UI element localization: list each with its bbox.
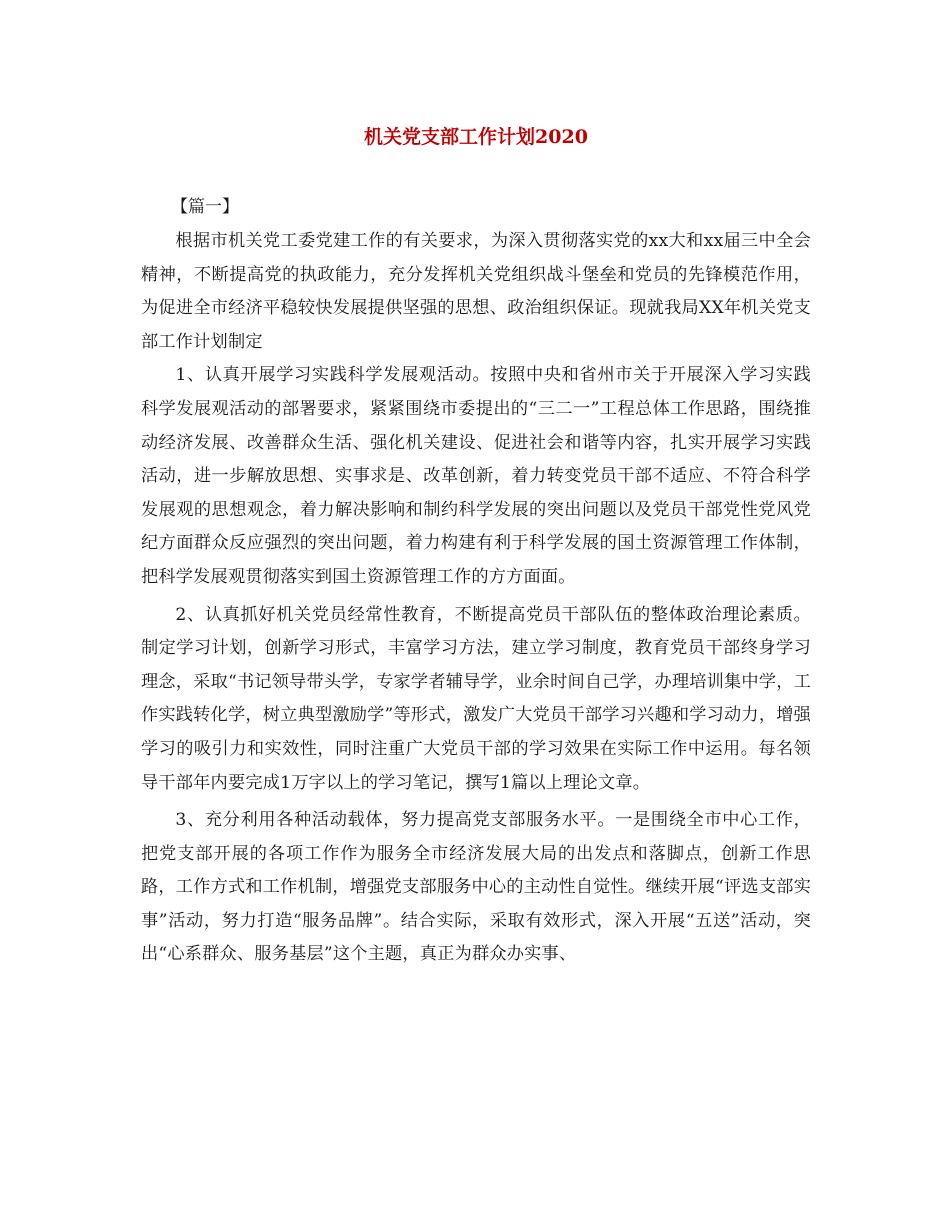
paragraph-item-3: 3、充分利用各种活动载体，努力提高党支部服务水平。一是围绕全市中心工作，把党支部开展的各项工作作为服务全市经济发展大局的出发点和落脚点，创新工作思路，工作方式和工作机制，增强党支部服务中心的主动性自觉性。继续开展“评选支部实事”活动，努力打造“服务品牌”。结合实际，采取有效形式，深入开展“五送”活动，突出“心系群众、服务基层”这个主题，真正为群众办实事、: [141, 810, 811, 965]
paragraph-intro: 根据市机关党工委党建工作的有关要求，为深入贯彻落实党的xx大和xx届三中全会精神，不断提高党的执政能力，充分发挥机关党组织战斗堡垒和党员的先锋模范作用，为促进全市经济平稳较快发展提供坚强的思想、政治组织保证。现就我局XX年机关党支部工作计划制定: [141, 231, 811, 352]
paragraph-item-1: 1、认真开展学习实践科学发展观活动。按照中央和省州市关于开展深入学习实践科学发展观活动的部署要求，紧紧围绕市委提出的“三二一”工程总体工作思路，围绕推动经济发展、改善群众生活、强化机关建设、促进社会和谐等内容，扎实开展学习实践活动，进一步解放思想、实事求是、改革创新，着力转变党员干部不适应、不符合科学发展观的思想观念，着力解决影响和制约科学发展的突出问题以及党员干部党性党风党纪方面群众反应强烈的突出问题，着力构建有利于科学发展的国土资源管理工作体制，把科学发展观贯彻落实到国土资源管理工作的方方面面。: [141, 365, 811, 587]
section-mark: 【篇一】: [171, 197, 239, 217]
document-title: 机关党支部工作计划2020: [364, 126, 588, 148]
paragraph-item-2: 2、认真抓好机关党员经常性教育，不断提高党员干部队伍的整体政治理论素质。制定学习计划，创新学习形式，丰富学习方法，建立学习制度，教育党员干部终身学习理念，采取“书记领导带头学，专家学者辅导学，业余时间自己学，办理培训集中学，工作实践转化学，树立典型激励学”等形式，激发广大党员干部学习兴趣和学习动力，增强学习的吸引力和实效性，同时注重广大党员干部的学习效果在实际工作中运用。每名领导干部年内要完成1万字以上的学习笔记，撰写1篇以上理论文章。: [141, 604, 811, 793]
document-body: [141, 225, 811, 972]
